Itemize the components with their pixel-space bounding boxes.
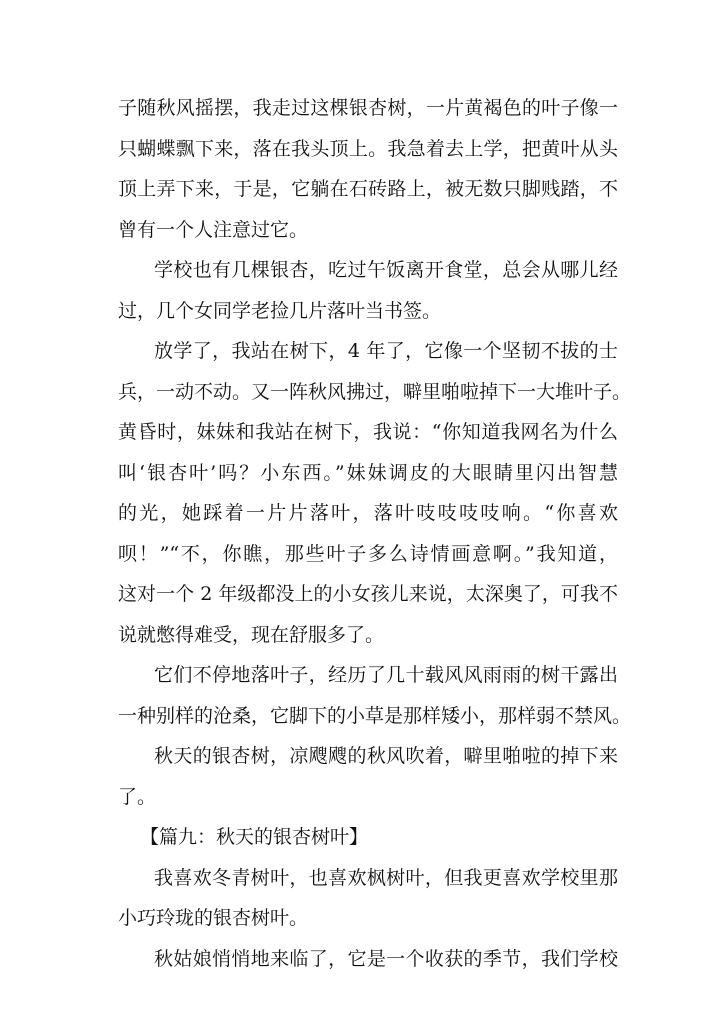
paragraph-line: 小巧玲珑的银杏树叶。 <box>118 907 309 929</box>
paragraph-line: 这对一个 2 年级都没上的小女孩儿来说，太深奥了，可我不 <box>118 583 618 605</box>
paragraph-line: 秋天的银杏树，凉飕飕的秋风吹着，噼里啪啦的掉下来 <box>154 745 618 767</box>
paragraph-line: 顶上弄下来，于是，它躺在石砖路上，被无数只脚贱踏，不 <box>118 178 618 200</box>
paragraph-line: 它们不停地落叶子，经历了几十载风风雨雨的树干露出 <box>154 664 618 686</box>
document-body <box>118 88 632 979</box>
paragraph-line: 子随秋风摇摆，我走过这棵银杏树，一片黄褐色的叶子像一 <box>118 97 618 119</box>
paragraph-line: 的光，她踩着一片片落叶，落叶吱吱吱吱响。“你喜欢 <box>118 502 618 524</box>
paragraph-line: 我喜欢冬青树叶，也喜欢枫树叶，但我更喜欢学校里那 <box>154 866 618 889</box>
paragraph-line: 只蝴蝶飘下来，落在我头顶上。我急着去上学，把黄叶从头 <box>118 137 618 160</box>
paragraph-line: 学校也有几棵银杏，吃过午饭离开食堂，总会从哪儿经 <box>154 259 618 281</box>
paragraph-line: 了。 <box>118 785 157 808</box>
paragraph-line: 放学了，我站在树下，4 年了，它像一个坚韧不拔的士 <box>154 340 618 362</box>
section-heading: 【篇九：秋天的银杏树叶】 <box>140 826 369 848</box>
paragraph-line: 叫‘银杏叶’吗？小东西。”妹妹调皮的大眼睛里闪出智慧 <box>118 461 618 484</box>
paragraph-line: 黄昏时，妹妹和我站在树下，我说：“你知道我网名为什么 <box>118 421 618 443</box>
paragraph-line: 过，几个女同学老捡几片落叶当书签。 <box>118 299 442 322</box>
paragraph-line: 秋姑娘悄悄地来临了，它是一个收获的季节，我们学校 <box>154 947 618 970</box>
paragraph-line: 曾有一个人注意过它。 <box>118 218 309 241</box>
paragraph-line: 说就憋得难受，现在舒服多了。 <box>118 623 385 646</box>
paragraph-line: 兵，一动不动。又一阵秋风拂过，噼里啪啦掉下一大堆叶子。 <box>118 380 632 403</box>
paragraph-line: 一种别样的沧桑，它脚下的小草是那样矮小，那样弱不禁风。 <box>118 704 632 727</box>
paragraph-line: 呗！”“不，你瞧，那些叶子多么诗情画意啊。”我知道， <box>118 542 618 565</box>
